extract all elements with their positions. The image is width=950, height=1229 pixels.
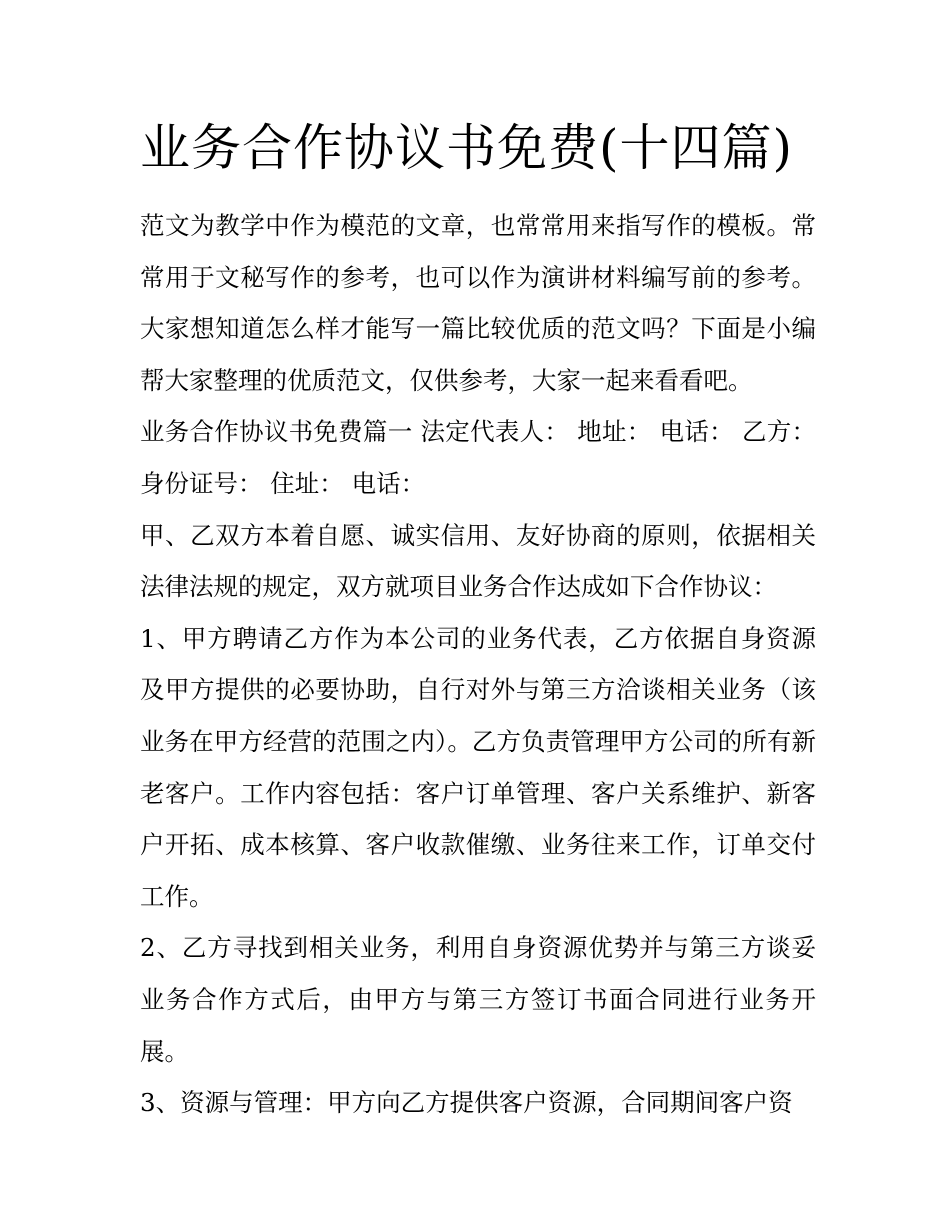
paragraph-clause-3: 3、资源与管理：甲方向乙方提供客户资源，合同期间客户资	[140, 1088, 793, 1118]
paragraph-parties: 业务合作协议书免费篇一 法定代表人： 地址： 电话： 乙方： 身份证号： 住址： 电话：	[140, 417, 816, 498]
document-body	[140, 200, 816, 1129]
paragraph-clause-2: 2、乙方寻找到相关业务，利用自身资源优势并与第三方谈妥业务合作方式后，由甲方与第三方签订书面合同进行业务开展。	[140, 933, 816, 1066]
document-title: 业务合作协议书免费(十四篇)	[140, 119, 794, 177]
paragraph-clause-1: 1、甲方聘请乙方作为本公司的业务代表，乙方依据自身资源及甲方提供的必要协助，自行对外与第三方洽谈相关业务（该业务在甲方经营的范围之内）。乙方负责管理甲方公司的所有新老客户。工作内容包括：客户订单管理、客户关系维护、新客户开拓、成本核算、客户收款催缴、业务往来工作，订单交付工作。	[140, 623, 816, 911]
paragraph-intro: 范文为教学中作为模范的文章，也常常用来指写作的模板。常常用于文秘写作的参考，也可以作为演讲材料编写前的参考。大家想知道怎么样才能写一篇比较优质的范文吗？下面是小编帮大家整理的优质范文，仅供参考，大家一起来看看吧。	[140, 211, 816, 395]
paragraph-preamble: 甲、乙双方本着自愿、诚实信用、友好协商的原则，依据相关法律法规的规定，双方就项目业务合作达成如下合作协议：	[140, 520, 816, 602]
